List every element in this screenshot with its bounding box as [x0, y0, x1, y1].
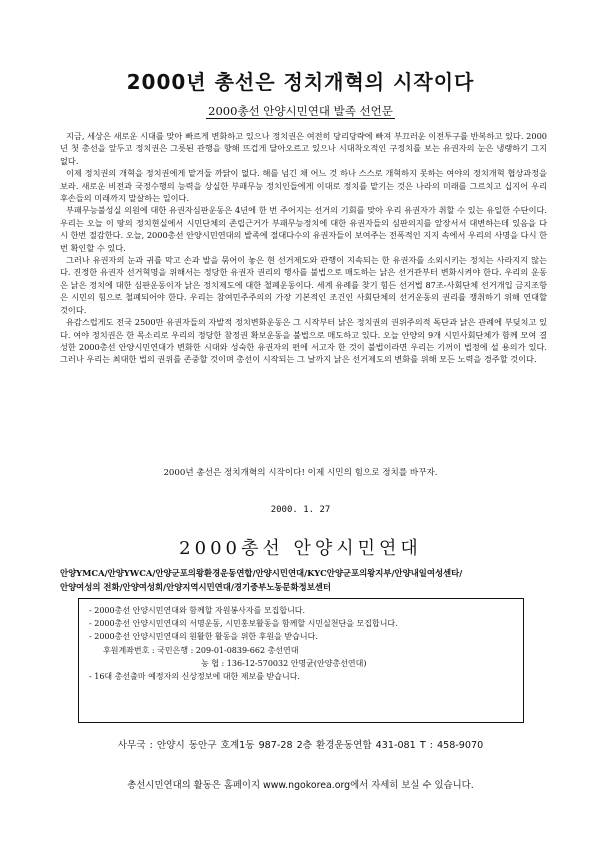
paragraph: 유감스럽게도 전국 2500만 유권자들의 자발적 정치변화운동은 그 시작부터 낡은 정치권의 권위주의적 독단과 낡은 관례에 부딪치고 있다. 여야 정치권은 한 목소리로 우리의 정당한 참정권 확보운동을 불법으로 매도하고 있다. 오늘 안양의 9개 시민사회단체가 함께 모여 결성한 2000총선 안양시민연대가 변화한 시대와 성숙한 유권자의 편에 서고자 한 것이 불법이라면 우리는 기꺼이 법정에 설 용의가 있다. 그러나 우리는 최대한 법의 권위를 존중할 것이며 총선이 시작되는 그 날까지 낡은 선거제도의 변화를 위해 모든 노력을 경주할 것이다.: [60, 317, 547, 365]
member-line: 안양여성의 전화/안양여성회/안양지역시민연대/경기중부노동문화정보센터: [60, 582, 331, 592]
office-contact: 사무국 : 안양시 동안구 호계1동 987-28 2층 환경운동연합 431-081 T : 458-9070: [117, 740, 484, 751]
paragraph: 이제 정치권의 개혁을 정치권에게 맡겨둘 까닭이 없다. 해를 넘긴 채 어느 것 하나 스스로 개혁하지 못하는 여야의 정치개혁 협상과정을 보라. 새로운 비전과 국정수행의 능력을 상실한 부패무능 정치인들에게 이대로 정치를 맡기는 것은 나라의 미래를 그르치고 십지어 우리 후손들의 미래까지 말살하는 일이다.: [60, 168, 547, 204]
declaration-date: 2000. 1. 27: [270, 505, 331, 515]
notice-item-tips: - 16대 총선출마 예정자의 신상정보에 대한 제보를 받습니다.: [89, 672, 300, 682]
subtitle-text: 2000총선 안양시민연대 발족 선언문: [208, 104, 393, 118]
paragraph: 부패무능불성실 의원에 대한 유권자심판운동은 4년에 한 번 주어지는 선거의 기회를 맞아 우리 유권자가 취할 수 있는 유일한 수단이다. 우리는 오늘 이 땅의 정치현실에서 시민단체의 존립근거가 부패무능정치에 대한 유권자들의 심판의지를 앞장서서 대변하는데 있음을 다시 한번 절감한다. 오늘, 2000총선 안양시민연대의 발족에 절대다수의 유권자들이 보여주는 전폭적인 지지 속에서 우리의 사명을 다시 한 번 확인할 수 있다.: [60, 205, 547, 253]
organization-name: 2000총선 안양시민연대: [179, 538, 422, 559]
page-subtitle: [0, 103, 601, 119]
notice-item-donations: - 2000총선 안양시민연대의 원활한 활동을 위한 후원을 받습니다.: [89, 632, 318, 642]
declaration-body: [60, 130, 547, 366]
notice-item-volunteers: - 2000총선 안양시민연대와 함께할 자원봉사자를 모집합니다.: [89, 606, 306, 615]
donation-account-nonghyup: 농 협 : 136-12-570032 안명균(안양총선연대): [201, 658, 367, 668]
paragraph: 지금, 세상은 새로운 시대를 맞아 빠르게 변화하고 있으나 정치권은 여전히 당리당략에 빠져 부끄러운 이전투구를 반복하고 있다. 2000년 첫 총선을 앞두고 정치권은 그릇된 관행을 향해 뜨겁게 달아오르고 있으나 시대착오적인 구정치를 보는 유권자의 눈은 냉랭하기 그지없다.: [60, 131, 547, 166]
notice-item-campaigners: - 2000총선 안양시민연대의 서명운동, 시민홍보활동을 함께할 시민실천단을 모집합니다.: [89, 619, 398, 629]
closing-statement: 2000년 총선은 정치개혁의 시작이다! 이제 시민의 힘으로 정치를 바꾸자.: [163, 468, 438, 478]
donation-account-kookmin: 후원계좌번호 : 국민은행 : 209-01-0839-662 총선연대: [103, 645, 299, 655]
member-line: 안양YMCA/안양YWCA/안양군포의왕환경운동연합/안양시민연대/KYC안양군포의왕지부/안양내일여성센타/: [60, 568, 463, 578]
page-title: 2000년 총선은 정치개혁의 시작이다: [126, 70, 475, 94]
member-organizations: [60, 566, 547, 594]
notice-box: [78, 598, 524, 723]
website-notice: 총선시민연대의 활동은 홈페이지 www.ngokorea.org에서 자세히 보실 수 있습니다.: [127, 780, 474, 791]
paragraph: 그러나 유권자의 눈과 귀를 막고 손과 발을 묶어이 놓은 현 선거제도와 관행이 지속되는 한 유권자를 소외시키는 정치는 사라지지 않는다. 진정한 유권자 선거혁명을 위해서는 정당한 유권자 권리의 행사를 불법으로 매도하는 낡은 선거관부터 변화시켜야 한다. 우리의 운동은 낡은 정치에 대한 심판운동이자 낡은 정치제도에 대한 철폐운동이다. 세계 유례를 찾기 힘든 선거법 87조-사회단체 선거개입 금지조항은 시민의 힘으로 철폐되어야 한다. 우리는 참여민주주의의 가장 기본적인 조건인 사회단체의 선거운동의 권리를 쟁취하기 위해 연대할 것이다.: [60, 255, 547, 315]
